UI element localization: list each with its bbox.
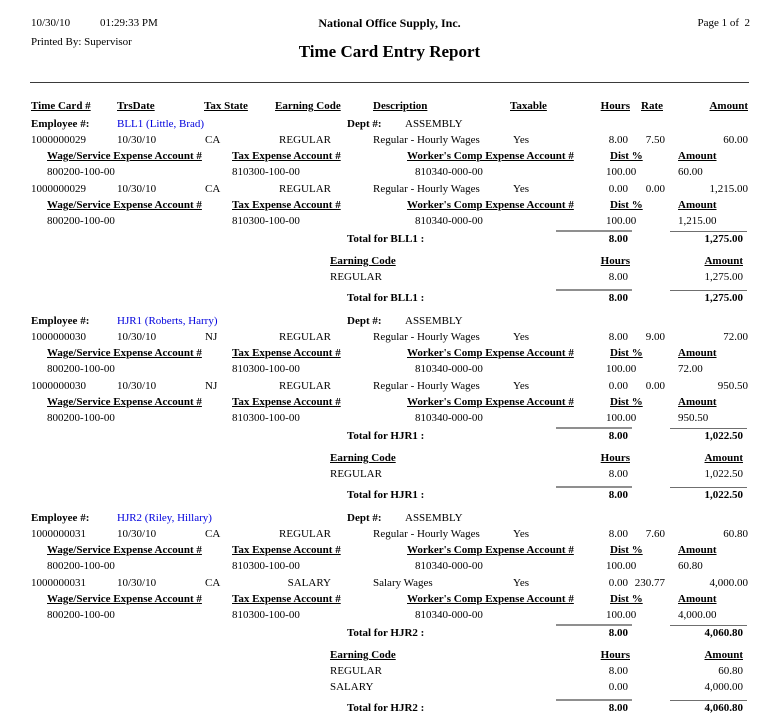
amount-value: 1,215.00	[709, 183, 748, 195]
earning-summary-code: SALARY	[330, 681, 374, 693]
account-value-row	[0, 609, 779, 625]
earning-summary-row	[0, 468, 779, 484]
account-value-row	[0, 215, 779, 231]
hours-total-rule	[556, 486, 632, 488]
col-taxable: Taxable	[510, 100, 547, 112]
dept-value: ASSEMBLY	[405, 118, 463, 130]
tax-account-header: Tax Expense Account #	[232, 544, 341, 556]
col-earning-code: Earning Code	[275, 100, 341, 112]
comp-account-value: 810340-000-00	[415, 412, 483, 424]
earning-summary-amount: 1,022.50	[704, 468, 743, 480]
rate-value: 7.50	[645, 134, 665, 146]
taxable-value: Yes	[513, 183, 530, 195]
dist-percent-header: Dist %	[610, 150, 643, 162]
amount-value: 4,000.00	[709, 577, 748, 589]
trs-date: 10/30/10	[117, 577, 157, 589]
account-value-row	[0, 363, 779, 379]
trs-date: 10/30/10	[117, 183, 157, 195]
hours-total-rule	[556, 230, 632, 232]
wage-account-header: Wage/Service Expense Account #	[47, 593, 202, 605]
dist-percent-value: 100.00	[606, 560, 637, 572]
earning-code-header: Earning Code	[330, 255, 396, 267]
taxable-value: Yes	[513, 331, 530, 343]
employee-header-row	[0, 315, 779, 331]
dept-value: ASSEMBLY	[405, 315, 463, 327]
hours-header: Hours	[600, 452, 630, 464]
wage-account-value: 800200-100-00	[47, 215, 115, 227]
earning-summary-row	[0, 271, 779, 287]
hours-value: 8.00	[608, 134, 628, 146]
earning-summary-header-row	[0, 255, 779, 271]
dist-percent-value: 100.00	[606, 412, 637, 424]
wage-account-header: Wage/Service Expense Account #	[47, 150, 202, 162]
dist-percent-header: Dist %	[610, 396, 643, 408]
account-header-row	[0, 150, 779, 166]
wage-account-header: Wage/Service Expense Account #	[47, 199, 202, 211]
amount-header: Amount	[704, 649, 743, 661]
report-title: Time Card Entry Report	[298, 42, 481, 61]
amount-subheader: Amount	[678, 199, 717, 211]
tax-state: NJ	[205, 380, 218, 392]
total-hours: 8.00	[608, 430, 628, 442]
comp-account-header: Worker's Comp Expense Account #	[407, 199, 574, 211]
entry-row	[0, 380, 779, 396]
account-header-row	[0, 396, 779, 412]
account-header-row	[0, 593, 779, 609]
hours-value: 8.00	[608, 528, 628, 540]
amount-value: 950.50	[717, 380, 748, 392]
earning-code: REGULAR	[279, 183, 331, 195]
comp-account-value: 810340-000-00	[415, 363, 483, 375]
total-amount: 4,060.80	[704, 702, 743, 714]
printed-by: Printed By: Supervisor	[31, 36, 132, 48]
earning-code-header: Earning Code	[330, 452, 396, 464]
employee-block	[0, 118, 779, 308]
tax-account-header: Tax Expense Account #	[232, 347, 341, 359]
col-timecard: Time Card #	[31, 100, 91, 112]
dept-label: Dept #:	[347, 315, 382, 327]
amount-subheader: Amount	[678, 150, 717, 162]
comp-account-header: Worker's Comp Expense Account #	[407, 593, 574, 605]
dept-label: Dept #:	[347, 512, 382, 524]
tax-account-header: Tax Expense Account #	[232, 593, 341, 605]
account-value-row	[0, 412, 779, 428]
description: Regular - Hourly Wages	[373, 183, 480, 195]
amount-value: 60.00	[723, 134, 748, 146]
employee-grand-total-row	[0, 702, 779, 718]
tax-account-value: 810300-100-00	[232, 560, 300, 572]
total-amount: 4,060.80	[704, 627, 743, 639]
employee-label: Employee #:	[31, 118, 90, 130]
hours-value: 0.00	[608, 380, 628, 392]
timecard-number: 1000000030	[31, 331, 86, 343]
trs-date: 10/30/10	[117, 380, 157, 392]
total-hours: 8.00	[608, 292, 628, 304]
description: Regular - Hourly Wages	[373, 134, 480, 146]
employee-label: Employee #:	[31, 315, 90, 327]
employee-id-name: HJR2 (Riley, Hillary)	[117, 512, 212, 524]
amount-subheader: Amount	[678, 593, 717, 605]
earning-code: REGULAR	[279, 331, 331, 343]
tax-account-header: Tax Expense Account #	[232, 199, 341, 211]
col-tax-state: Tax State	[204, 100, 248, 112]
comp-account-header: Worker's Comp Expense Account #	[407, 396, 574, 408]
total-label: Total for HJR1 :	[347, 489, 425, 501]
comp-account-value: 810340-000-00	[415, 609, 483, 621]
header-divider	[30, 82, 749, 83]
tax-account-header: Tax Expense Account #	[232, 396, 341, 408]
report-header	[0, 0, 779, 100]
tax-account-header: Tax Expense Account #	[232, 150, 341, 162]
description: Regular - Hourly Wages	[373, 380, 480, 392]
amount-subheader: Amount	[678, 396, 717, 408]
rate-value: 230.77	[634, 577, 665, 589]
tax-state: CA	[205, 183, 221, 195]
amount-header: Amount	[704, 255, 743, 267]
account-header-row	[0, 347, 779, 363]
amount-total-rule	[670, 700, 747, 701]
wage-account-value: 800200-100-00	[47, 363, 115, 375]
print-date: 10/30/10	[31, 17, 71, 29]
timecard-number: 1000000031	[31, 577, 86, 589]
dist-percent-header: Dist %	[610, 593, 643, 605]
tax-account-value: 810300-100-00	[232, 166, 300, 178]
dist-percent-value: 100.00	[606, 363, 637, 375]
hours-total-rule	[556, 427, 632, 429]
earning-summary-header-row	[0, 649, 779, 665]
total-label: Total for HJR2 :	[347, 627, 425, 639]
dist-percent-header: Dist %	[610, 544, 643, 556]
total-amount: 1,022.50	[704, 489, 743, 501]
taxable-value: Yes	[513, 380, 530, 392]
amount-total-rule	[670, 231, 747, 232]
earning-summary-row	[0, 681, 779, 697]
total-hours: 8.00	[608, 627, 628, 639]
col-rate: Rate	[641, 100, 663, 112]
employee-block	[0, 512, 779, 718]
earning-summary-code: REGULAR	[330, 271, 382, 283]
rate-value: 0.00	[645, 380, 665, 392]
rate-value: 0.00	[645, 183, 665, 195]
employee-header-row	[0, 512, 779, 528]
earning-summary-amount: 60.80	[718, 665, 743, 677]
total-label: Total for BLL1 :	[347, 233, 425, 245]
trs-date: 10/30/10	[117, 134, 157, 146]
col-trsdate: TrsDate	[117, 100, 155, 112]
earning-code: REGULAR	[279, 528, 331, 540]
dist-amount-value: 72.00	[678, 363, 703, 375]
total-hours: 8.00	[608, 702, 628, 714]
comp-account-header: Worker's Comp Expense Account #	[407, 544, 574, 556]
amount-header: Amount	[704, 452, 743, 464]
comp-account-header: Worker's Comp Expense Account #	[407, 347, 574, 359]
amount-value: 60.80	[723, 528, 748, 540]
col-description: Description	[373, 100, 428, 112]
entry-row	[0, 134, 779, 150]
entry-row	[0, 331, 779, 347]
hours-total-rule	[556, 289, 632, 291]
description: Regular - Hourly Wages	[373, 331, 480, 343]
dist-amount-value: 4,000.00	[678, 609, 717, 621]
taxable-value: Yes	[513, 528, 530, 540]
amount-total-rule	[670, 428, 747, 429]
earning-summary-code: REGULAR	[330, 665, 382, 677]
employee-id-name: HJR1 (Roberts, Harry)	[117, 315, 218, 327]
employee-label: Employee #:	[31, 512, 90, 524]
amount-value: 72.00	[723, 331, 748, 343]
wage-account-value: 800200-100-00	[47, 560, 115, 572]
employee-block	[0, 315, 779, 505]
account-value-row	[0, 560, 779, 576]
dist-percent-header: Dist %	[610, 347, 643, 359]
total-amount: 1,022.50	[704, 430, 743, 442]
dist-amount-value: 60.80	[678, 560, 703, 572]
earning-summary-row	[0, 665, 779, 681]
total-amount: 1,275.00	[704, 292, 743, 304]
earning-code: REGULAR	[279, 380, 331, 392]
description: Salary Wages	[373, 577, 433, 589]
earning-summary-hours: 8.00	[608, 271, 628, 283]
hours-header: Hours	[600, 255, 630, 267]
comp-account-value: 810340-000-00	[415, 166, 483, 178]
print-time: 01:29:33 PM	[100, 17, 158, 29]
comp-account-value: 810340-000-00	[415, 215, 483, 227]
col-hours: Hours	[600, 100, 630, 112]
amount-subheader: Amount	[678, 544, 717, 556]
wage-account-header: Wage/Service Expense Account #	[47, 396, 202, 408]
earning-summary-amount: 1,275.00	[704, 271, 743, 283]
tax-state: CA	[205, 528, 221, 540]
tax-account-value: 810300-100-00	[232, 412, 300, 424]
amount-subheader: Amount	[678, 347, 717, 359]
taxable-value: Yes	[513, 134, 530, 146]
trs-date: 10/30/10	[117, 331, 157, 343]
employee-total-row	[0, 430, 779, 446]
wage-account-header: Wage/Service Expense Account #	[47, 347, 202, 359]
wage-account-header: Wage/Service Expense Account #	[47, 544, 202, 556]
total-amount: 1,275.00	[704, 233, 743, 245]
earning-summary-hours: 0.00	[608, 681, 628, 693]
hours-value: 0.00	[608, 577, 628, 589]
hours-total-rule	[556, 699, 632, 701]
taxable-value: Yes	[513, 577, 530, 589]
dist-amount-value: 1,215.00	[678, 215, 717, 227]
timecard-number: 1000000031	[31, 528, 86, 540]
total-hours: 8.00	[608, 233, 628, 245]
amount-total-rule	[670, 290, 747, 291]
dist-percent-value: 100.00	[606, 609, 637, 621]
rate-value: 9.00	[645, 331, 665, 343]
total-label: Total for HJR1 :	[347, 430, 425, 442]
tax-state: CA	[205, 577, 221, 589]
wage-account-value: 800200-100-00	[47, 609, 115, 621]
trs-date: 10/30/10	[117, 528, 157, 540]
account-header-row	[0, 199, 779, 215]
timecard-number: 1000000030	[31, 380, 86, 392]
total-hours: 8.00	[608, 489, 628, 501]
earning-summary-hours: 8.00	[608, 468, 628, 480]
dist-percent-value: 100.00	[606, 215, 637, 227]
dept-value: ASSEMBLY	[405, 512, 463, 524]
account-value-row	[0, 166, 779, 182]
employee-header-row	[0, 118, 779, 134]
earning-summary-amount: 4,000.00	[704, 681, 743, 693]
dept-label: Dept #:	[347, 118, 382, 130]
employee-grand-total-row	[0, 292, 779, 308]
timecard-number: 1000000029	[31, 134, 86, 146]
column-header-row	[0, 100, 779, 116]
employee-total-row	[0, 233, 779, 249]
amount-total-rule	[670, 625, 747, 626]
earning-summary-code: REGULAR	[330, 468, 382, 480]
earning-summary-header-row	[0, 452, 779, 468]
employee-total-row	[0, 627, 779, 643]
timecard-number: 1000000029	[31, 183, 86, 195]
dist-amount-value: 950.50	[678, 412, 709, 424]
dist-amount-value: 60.00	[678, 166, 703, 178]
tax-state: CA	[205, 134, 221, 146]
employee-grand-total-row	[0, 489, 779, 505]
tax-state: NJ	[205, 331, 218, 343]
earning-code: REGULAR	[279, 134, 331, 146]
tax-account-value: 810300-100-00	[232, 363, 300, 375]
col-amount: Amount	[709, 100, 748, 112]
amount-total-rule	[670, 487, 747, 488]
comp-account-value: 810340-000-00	[415, 560, 483, 572]
hours-total-rule	[556, 624, 632, 626]
comp-account-header: Worker's Comp Expense Account #	[407, 150, 574, 162]
entry-row	[0, 183, 779, 199]
hours-value: 8.00	[608, 331, 628, 343]
tax-account-value: 810300-100-00	[232, 215, 300, 227]
rate-value: 7.60	[645, 528, 665, 540]
hours-header: Hours	[600, 649, 630, 661]
hours-value: 0.00	[608, 183, 628, 195]
earning-code-header: Earning Code	[330, 649, 396, 661]
employee-id-name: BLL1 (Little, Brad)	[117, 118, 205, 130]
wage-account-value: 800200-100-00	[47, 166, 115, 178]
page-number: Page 1 of 2	[697, 17, 750, 29]
tax-account-value: 810300-100-00	[232, 609, 300, 621]
wage-account-value: 800200-100-00	[47, 412, 115, 424]
description: Regular - Hourly Wages	[373, 528, 480, 540]
dist-percent-header: Dist %	[610, 199, 643, 211]
earning-summary-hours: 8.00	[608, 665, 628, 677]
total-label: Total for HJR2 :	[347, 702, 425, 714]
entry-row	[0, 577, 779, 593]
dist-percent-value: 100.00	[606, 166, 637, 178]
earning-code: SALARY	[287, 577, 331, 589]
company-name: National Office Supply, Inc.	[318, 16, 461, 30]
account-header-row	[0, 544, 779, 560]
total-label: Total for BLL1 :	[347, 292, 425, 304]
entry-row	[0, 528, 779, 544]
